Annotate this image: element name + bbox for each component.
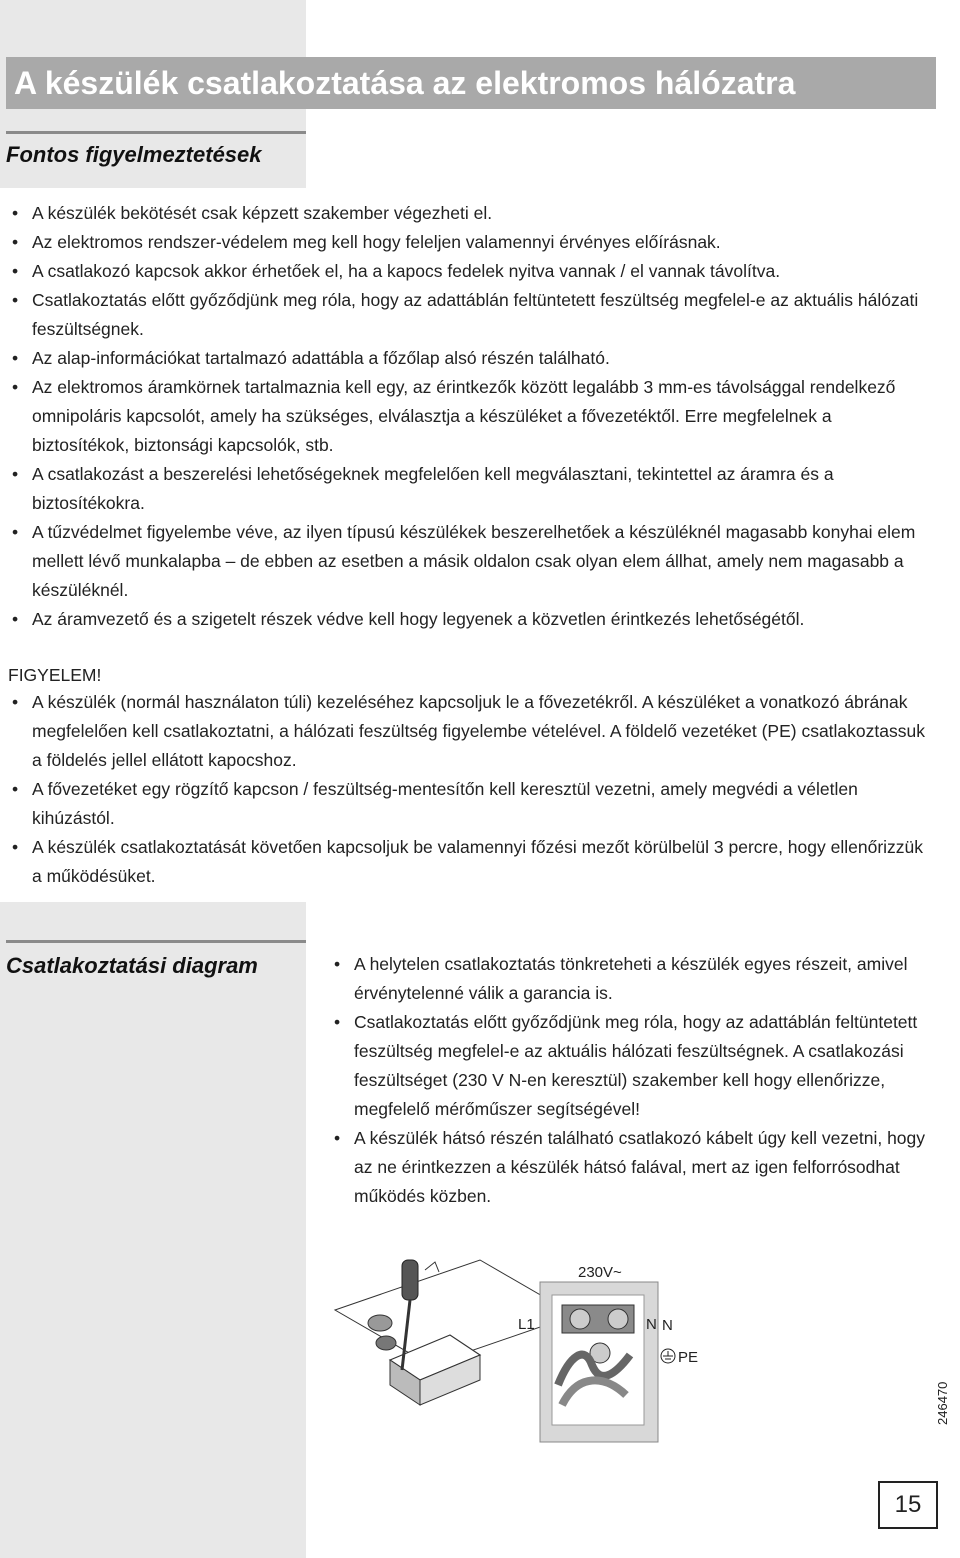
list-item: • Az elektromos áramkörnek tartalmaznia kell egy, az érintkezők között legalább 3 mm-es távolsággal rendelkező omnipoláris kapcsolót, amely ha szükséges, elválasztja a készüléket a fővezetéktől. Erre megfelelnek a biztosítékok, biztonsági kapcsolók, stb. xyxy=(8,373,933,460)
n-label: N xyxy=(662,1317,673,1334)
list-item: • A csatlakozást a beszerelési lehetőségeknek megfelelően kell megválasztani, tekintettel az áramra és a biztosítékokra. xyxy=(8,460,933,518)
list-item: • A készülék bekötését csak képzett szakember végezheti el. xyxy=(8,199,933,228)
screwdriver-illustration xyxy=(335,1260,575,1405)
pe-label: PE xyxy=(678,1349,699,1366)
list-item: • A készülék csatlakoztatását követően kapcsoljuk be valamennyi főzési mezőt körülbelül 3 percre, hogy ellenőrizzük a működésüket. xyxy=(8,833,933,891)
l1-label: L1 xyxy=(518,1316,535,1333)
list-item: • A fővezetéket egy rögzítő kapcson / feszültség-mentesítőn kell keresztül vezetni, amely megvédi a véletlen kihúzástól. xyxy=(8,775,933,833)
ground-symbol-icon xyxy=(661,1349,675,1363)
terminal-n-mark: N xyxy=(646,1316,657,1333)
list-item: • A helytelen csatlakoztatás tönkreteheti a készülék egyes részeit, amivel érvénytelenné válik a garancia is. xyxy=(330,950,935,1008)
list-item: • Az áramvezető és a szigetelt részek védve kell hogy legyenek a közvetlen érintkezés lehetőségétől. xyxy=(8,605,933,634)
diagram-notes-list xyxy=(330,950,935,1211)
page-title: A készülék csatlakoztatása az elektromos hálózatra xyxy=(14,65,796,101)
terminal-block-illustration xyxy=(540,1282,658,1442)
section-heading: Csatlakoztatási diagram xyxy=(6,953,258,978)
page-number: 15 xyxy=(878,1481,938,1529)
voltage-label: 230V~ xyxy=(578,1264,622,1281)
list-item: • A csatlakozó kapcsok akkor érhetőek el, ha a kapocs fedelek nyitva vannak / el vannak távolítva. xyxy=(8,257,933,286)
list-item: • A készülék hátsó részén található csatlakozó kábelt úgy kell vezetni, hogy az ne érintkezzen a készülék hátsó falával, mert az igen felforrósodhat működés közben. xyxy=(330,1124,935,1211)
list-item: • A készülék (normál használaton túli) kezeléséhez kapcsoljuk le a fővezetékről. A készüléket a vonatkozó ábrának megfelelően kell csatlakoztatni, a hálózati feszültség figyelembe vételével. A földelő vezetéket (PE) csatlakoztassuk a földelés jellel ellátott kapocshoz. xyxy=(8,688,933,775)
list-item: • Csatlakoztatás előtt győződjünk meg róla, hogy az adattáblán feltüntetett feszültség megfelel-e az aktuális hálózati feszültségnek. A csatlakozási feszültséget (230 V N-en keresztül) szakember kell hogy ellenőrizze, megfelelő mérőműszer segítségével! xyxy=(330,1008,935,1124)
warning-label: FIGYELEM! xyxy=(8,665,102,685)
list-item: • Csatlakoztatás előtt győződjünk meg róla, hogy az adattáblán feltüntetett feszültség megfelel-e az aktuális hálózati feszültségnek. xyxy=(8,286,933,344)
document-code: 246470 xyxy=(935,1381,950,1425)
list-item: • Az elektromos rendszer-védelem meg kell hogy feleljen valamennyi érvényes előírásnak. xyxy=(8,228,933,257)
section-heading: Fontos figyelmeztetések xyxy=(6,142,262,167)
warnings-list xyxy=(8,199,933,634)
section-header-warnings xyxy=(6,131,306,168)
section-header-diagram xyxy=(6,940,306,979)
list-item: • A tűzvédelmet figyelembe véve, az ilyen típusú készülékek beszerelhetőek a készüléknél magasabb konyhai elem mellett lévő munkalapba – de ebben az esetben a másik oldalon csak olyan elem állhat, amely nem magasabb a készüléknél. xyxy=(8,518,933,605)
title-bar xyxy=(6,57,936,109)
connection-diagram xyxy=(330,1255,770,1445)
list-item: • Az alap-információkat tartalmazó adattábla a főzőlap alsó részén található. xyxy=(8,344,933,373)
warning-list xyxy=(8,688,933,891)
